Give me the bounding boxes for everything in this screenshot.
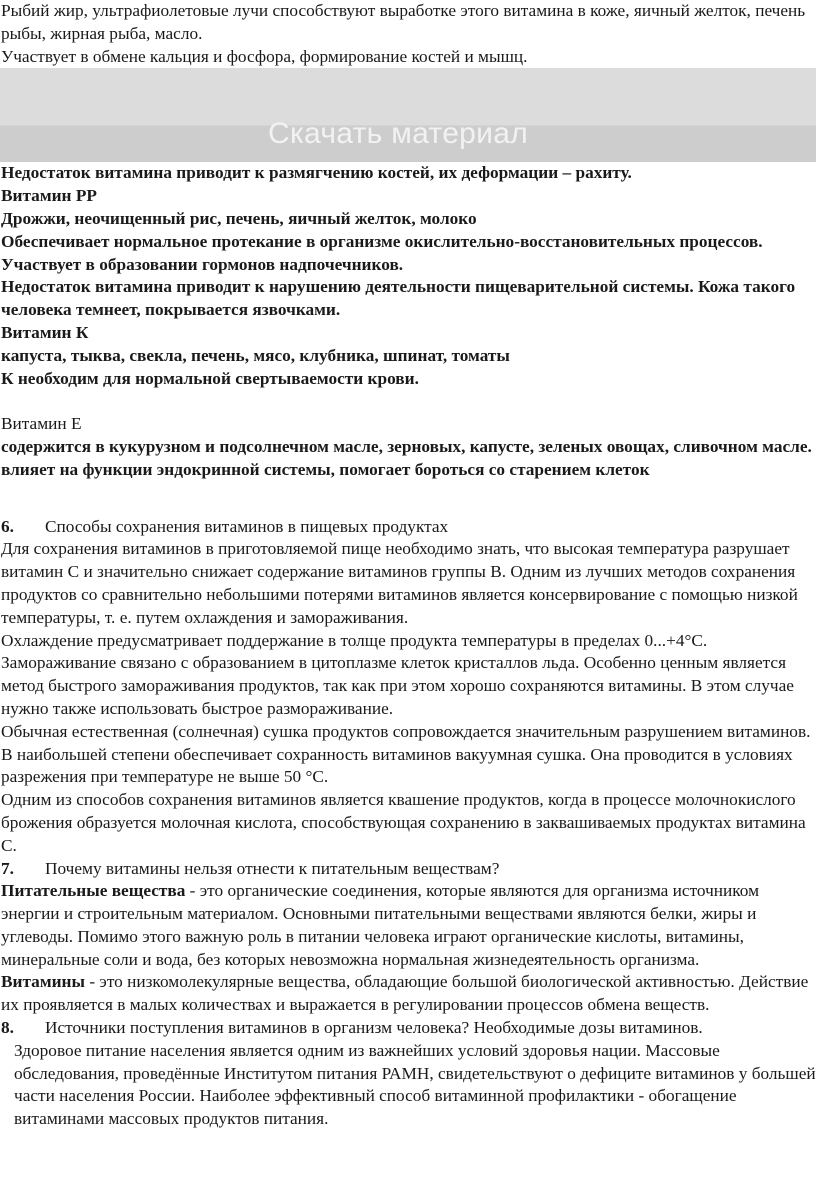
vitamin-pp-role-1: Обеспечивает нормальное протекание в организме окислительно-восстановительных процессов. bbox=[1, 231, 763, 251]
vitamin-k-sources: капуста, тыква, свекла, печень, мясо, клубника, шпинат, томаты bbox=[1, 345, 510, 365]
top-paragraph-2: Участвует в обмене кальция и фосфора, формирование костей и мышц. bbox=[1, 46, 528, 66]
section-7-number: 7. bbox=[1, 858, 14, 878]
vitamin-e-role: влияет на функции эндокринной системы, помогает бороться со старением клеток bbox=[1, 459, 650, 479]
section-8 bbox=[0, 1017, 816, 1131]
section-6-paragraph-5: Одним из способов сохранения витаминов является квашение продуктов, когда в процессе молочнокислого брожения образуется молочная кислота, способствующая сохранению в заквашиваемых продуктах витамина С. bbox=[1, 790, 806, 855]
vitamin-d-deficit: Недостаток витамина приводит к размягчению костей, их деформации – рахиту. bbox=[1, 163, 632, 183]
vitamin-pp-deficit: Недостаток витамина приводит к нарушению деятельности пищеварительной системы. Кожа такого человека темнеет, покрывается язвочками. bbox=[1, 277, 796, 320]
section-6-paragraph-4: Обычная естественная (солнечная) сушка продуктов сопровождается значительным разрушением витаминов. В наибольшей степени обеспечивает сохранность витаминов вакуумная сушка. Она проводится в условиях разрежения при температуре не выше 50 °С. bbox=[1, 721, 811, 787]
spacer bbox=[0, 482, 816, 516]
vitamin-e-sources: содержится в кукурузном и подсолнечном масле, зерновых, капусте, зеленых овощах, сливочном масле. bbox=[1, 436, 812, 456]
download-banner[interactable] bbox=[0, 68, 816, 162]
section-7-paragraph-2 bbox=[0, 971, 813, 1017]
spacer bbox=[0, 390, 816, 413]
term-nutrients: Питательные вещества bbox=[1, 881, 186, 901]
section-7-paragraph-1 bbox=[0, 880, 813, 971]
section-8-heading bbox=[0, 1017, 813, 1040]
vitamin-pp-role-2: Участвует в образовании гормонов надпочечников. bbox=[1, 254, 404, 274]
section-7 bbox=[0, 858, 816, 1018]
vitamin-k-title: Витамин К bbox=[1, 322, 89, 342]
term-vitamins: Витамины bbox=[1, 972, 86, 992]
vitamin-k-role: К необходим для нормальной свертываемости крови. bbox=[1, 368, 419, 388]
vitamin-e-title: Витамин Е bbox=[1, 414, 82, 434]
vitamin-pp-title: Витамин РР bbox=[1, 186, 97, 206]
section-7-heading bbox=[0, 858, 813, 881]
section-6-paragraph-1: Для сохранения витаминов в приготовляемой пище необходимо знать, что высокая температура разрушает витамин С и значительно снижает содержание витаминов группы В. Одним из лучших методов сохранения продуктов со сравнительно небольшими потерями витаминов является консервирование с помощью низкой температуры, т. е. путем охлаждения и замораживания. bbox=[1, 539, 798, 627]
top-paragraph-1: Рыбий жир, ультрафиолетовые лучи способствуют выработке этого витамина в коже, яичный желток, печень рыбы, жирная рыба, масло. bbox=[1, 1, 806, 43]
section-6 bbox=[0, 516, 816, 858]
section-6-paragraph-3: Замораживание связано с образованием в цитоплазме клеток кристаллов льда. Особенно ценным является метод быстрого замораживания продуктов, так как при этом хорошо сохраняются витамины. В этом случае нужно также использовать быстрое размораживание. bbox=[1, 653, 794, 718]
section-6-paragraph-2: Охлаждение предусматривает поддержание в толще продукта температуры в пределах 0...+4°С. bbox=[1, 630, 708, 650]
vitamins-block bbox=[0, 162, 816, 481]
section-6-heading bbox=[0, 516, 813, 539]
section-7-title: Почему витамины нельзя отнести к питательным веществам? bbox=[45, 858, 500, 878]
download-material-link[interactable]: Скачать материал bbox=[268, 117, 529, 151]
definition-vitamins: - это низкомолекулярные вещества, обладающие большой биологической активностью. Действие их проявляется в малых количествах и выражается в регулировании процессов обмена веществ. bbox=[1, 972, 809, 1015]
section-6-title: Способы сохранения витаминов в пищевых продуктах bbox=[45, 516, 449, 536]
section-8-number: 8. bbox=[1, 1018, 14, 1038]
section-8-title: Источники поступления витаминов в организм человека? Необходимые дозы витаминов. bbox=[45, 1018, 703, 1038]
section-8-paragraph-1: Здоровое питание населения является одним из важнейших условий здоровья нации. Массовые обследования, проведённые Институтом питания РАМН, свидетельствуют о дефиците витаминов у большей части населения России. Наиболее эффективный способ витаминной профилактики - обогащение витаминами массовых продуктов питания. bbox=[14, 1040, 816, 1129]
definition-nutrients: - это органические соединения, которые являются для организма источником энергии и строительным материалом. Основными питательными веществами являются белки, жиры и углеводы. Помимо этого важную роль в питании человека играют органические кислоты, витамины, минеральные соли и вода, без которых невозможна нормальная жизнедеятельность организма. bbox=[1, 881, 760, 969]
vitamin-pp-sources: Дрожжи, неочищенный рис, печень, яичный желток, молоко bbox=[1, 208, 477, 228]
section-6-number: 6. bbox=[1, 516, 14, 536]
